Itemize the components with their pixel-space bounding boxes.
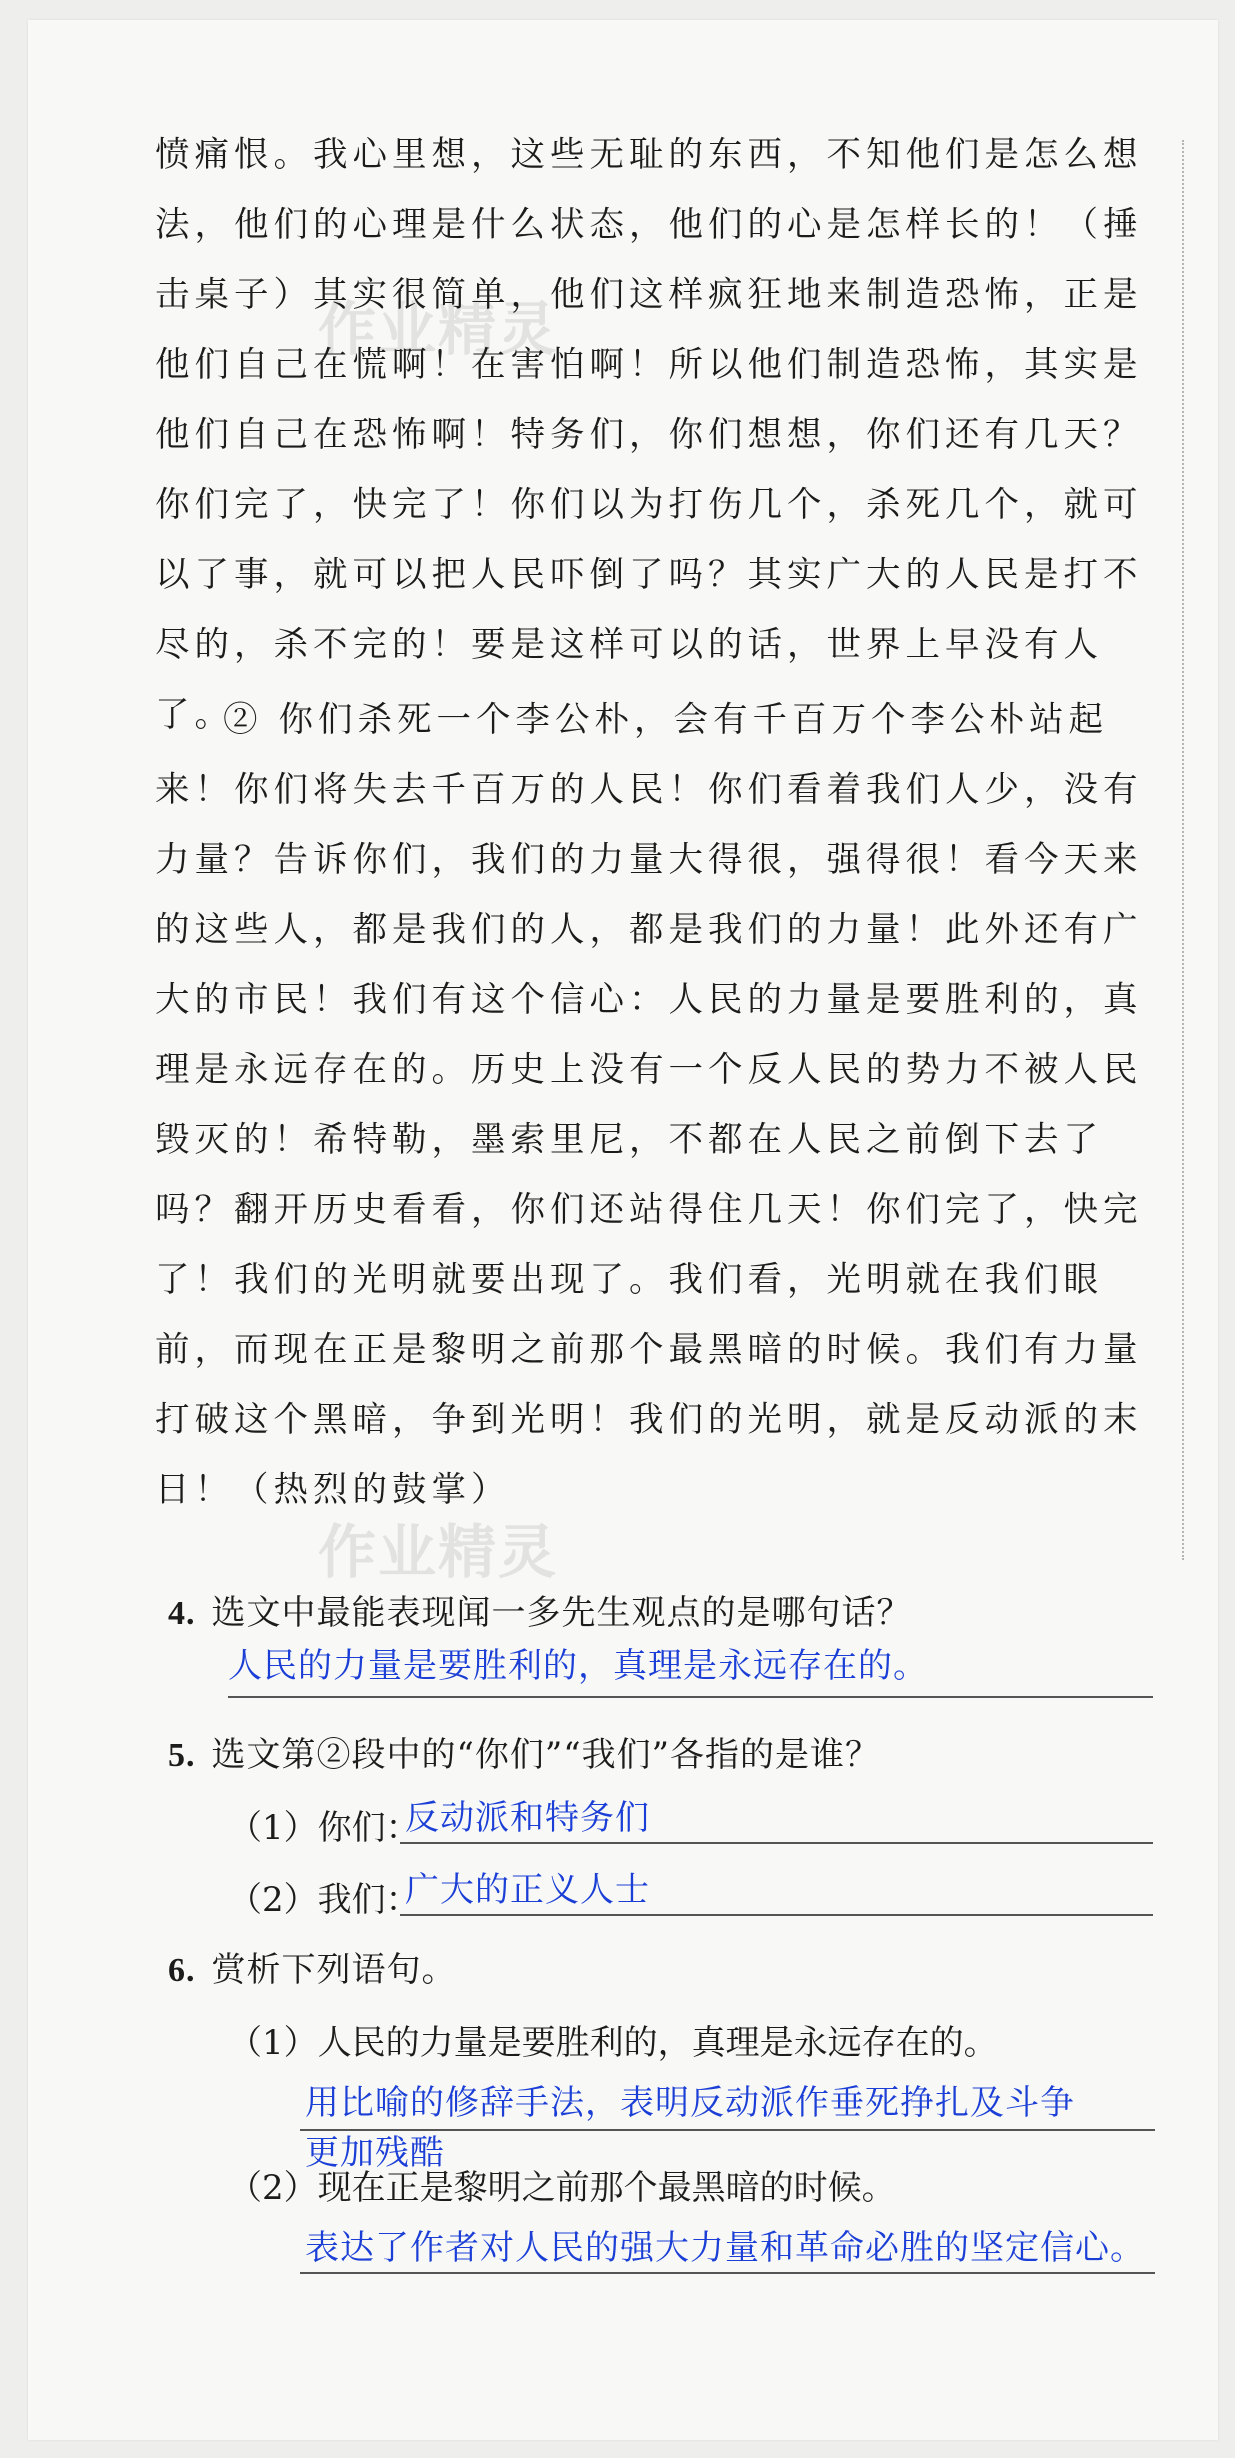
question-text: 选文第②段中的“你们”“我们”各指的是谁？ <box>211 1735 881 1775</box>
question-number: 5. <box>168 1737 196 1774</box>
passage-paragraph-1: 愤痛恨。我心里想，这些无耻的东西，不知他们是怎么想法，他们的心理是什么状态，他们的心是怎样长的！（捶击桌子）其实很简单，他们这样疯狂地来制造恐怖，正是他们自己在慌啊！在害怕啊！所以他们制造恐怖，其实是他们自己在恐怖啊！特务们，你们想想，你们还有几天？你们完了，快完了！你们以为打伤几个，杀死几个，就可以了事，就可以把人民吓倒了吗？其实广大的人民是打不尽的，杀不完的！要是这样可以的话，世界上早没有人了。 <box>155 135 1143 735</box>
question-4 <box>168 1585 912 1634</box>
question-6-sub-1-label: （1）人民的力量是要胜利的，真理是永远存在的。 <box>228 2023 998 2063</box>
question-5 <box>168 1727 880 1776</box>
question-text: 赏析下列语句。 <box>211 1950 457 1990</box>
answer-line <box>300 2272 1155 2274</box>
question-text: 选文中最能表现闻一多先生观点的是哪句话？ <box>211 1593 912 1633</box>
margin-dotted-line <box>1182 140 1184 1560</box>
answer-5-1: 反动派和特务们 <box>405 1798 650 1838</box>
watermark-bottom: 作业精灵 <box>318 1518 559 1586</box>
answer-line <box>400 1914 1153 1916</box>
question-5-sub-1-label: （1）你们： <box>228 1808 420 1848</box>
question-number: 6. <box>168 1952 196 1989</box>
answer-5-2: 广大的正义人士 <box>405 1870 650 1910</box>
answer-6-1-line-2: 更加残酷 <box>305 2133 445 2173</box>
question-number: 4. <box>168 1595 196 1632</box>
answer-6-1-line-1: 用比喻的修辞手法，表明反动派作垂死挣扎及斗争 <box>305 2083 1075 2123</box>
question-6-sub-2-label: （2）现在正是黎明之前那个最黑暗的时候。 <box>228 2168 896 2208</box>
answer-6-2: 表达了作者对人民的强大力量和革命必胜的坚定信心。 <box>305 2228 1145 2268</box>
answer-4: 人民的力量是要胜利的，真理是永远存在的。 <box>228 1646 928 1686</box>
answer-line <box>228 1696 1153 1698</box>
answer-line <box>400 1842 1153 1844</box>
passage-paragraph-2: ② 你们杀死一个李公朴，会有千百万个李公朴站起来！你们将失去千百万的人民！你们看着我们人少，没有力量？告诉你们，我们的力量大得很，强得很！看今天来的这些人，都是我们的人，都是我们的力量！此外还有广大的市民！我们有这个信心：人民的力量是要胜利的，真理是永远存在的。历史上没有一个反人民的势力不被人民毁灭的！希特勒，墨索里尼，不都在人民之前倒下去了吗？翻开历史看看，你们还站得住几天！你们完了，快完了！我们的光明就要出现了。我们看，光明就在我们眼前，而现在正是黎明之前那个最黑暗的时候。我们有力量打破这个黑暗，争到光明！我们的光明，就是反动派的末日！（热烈的鼓掌） <box>155 700 1143 1510</box>
question-6 <box>168 1942 457 1991</box>
watermark-top: 作业精灵 <box>318 295 559 363</box>
question-5-sub-2-label: （2）我们： <box>228 1880 420 1920</box>
